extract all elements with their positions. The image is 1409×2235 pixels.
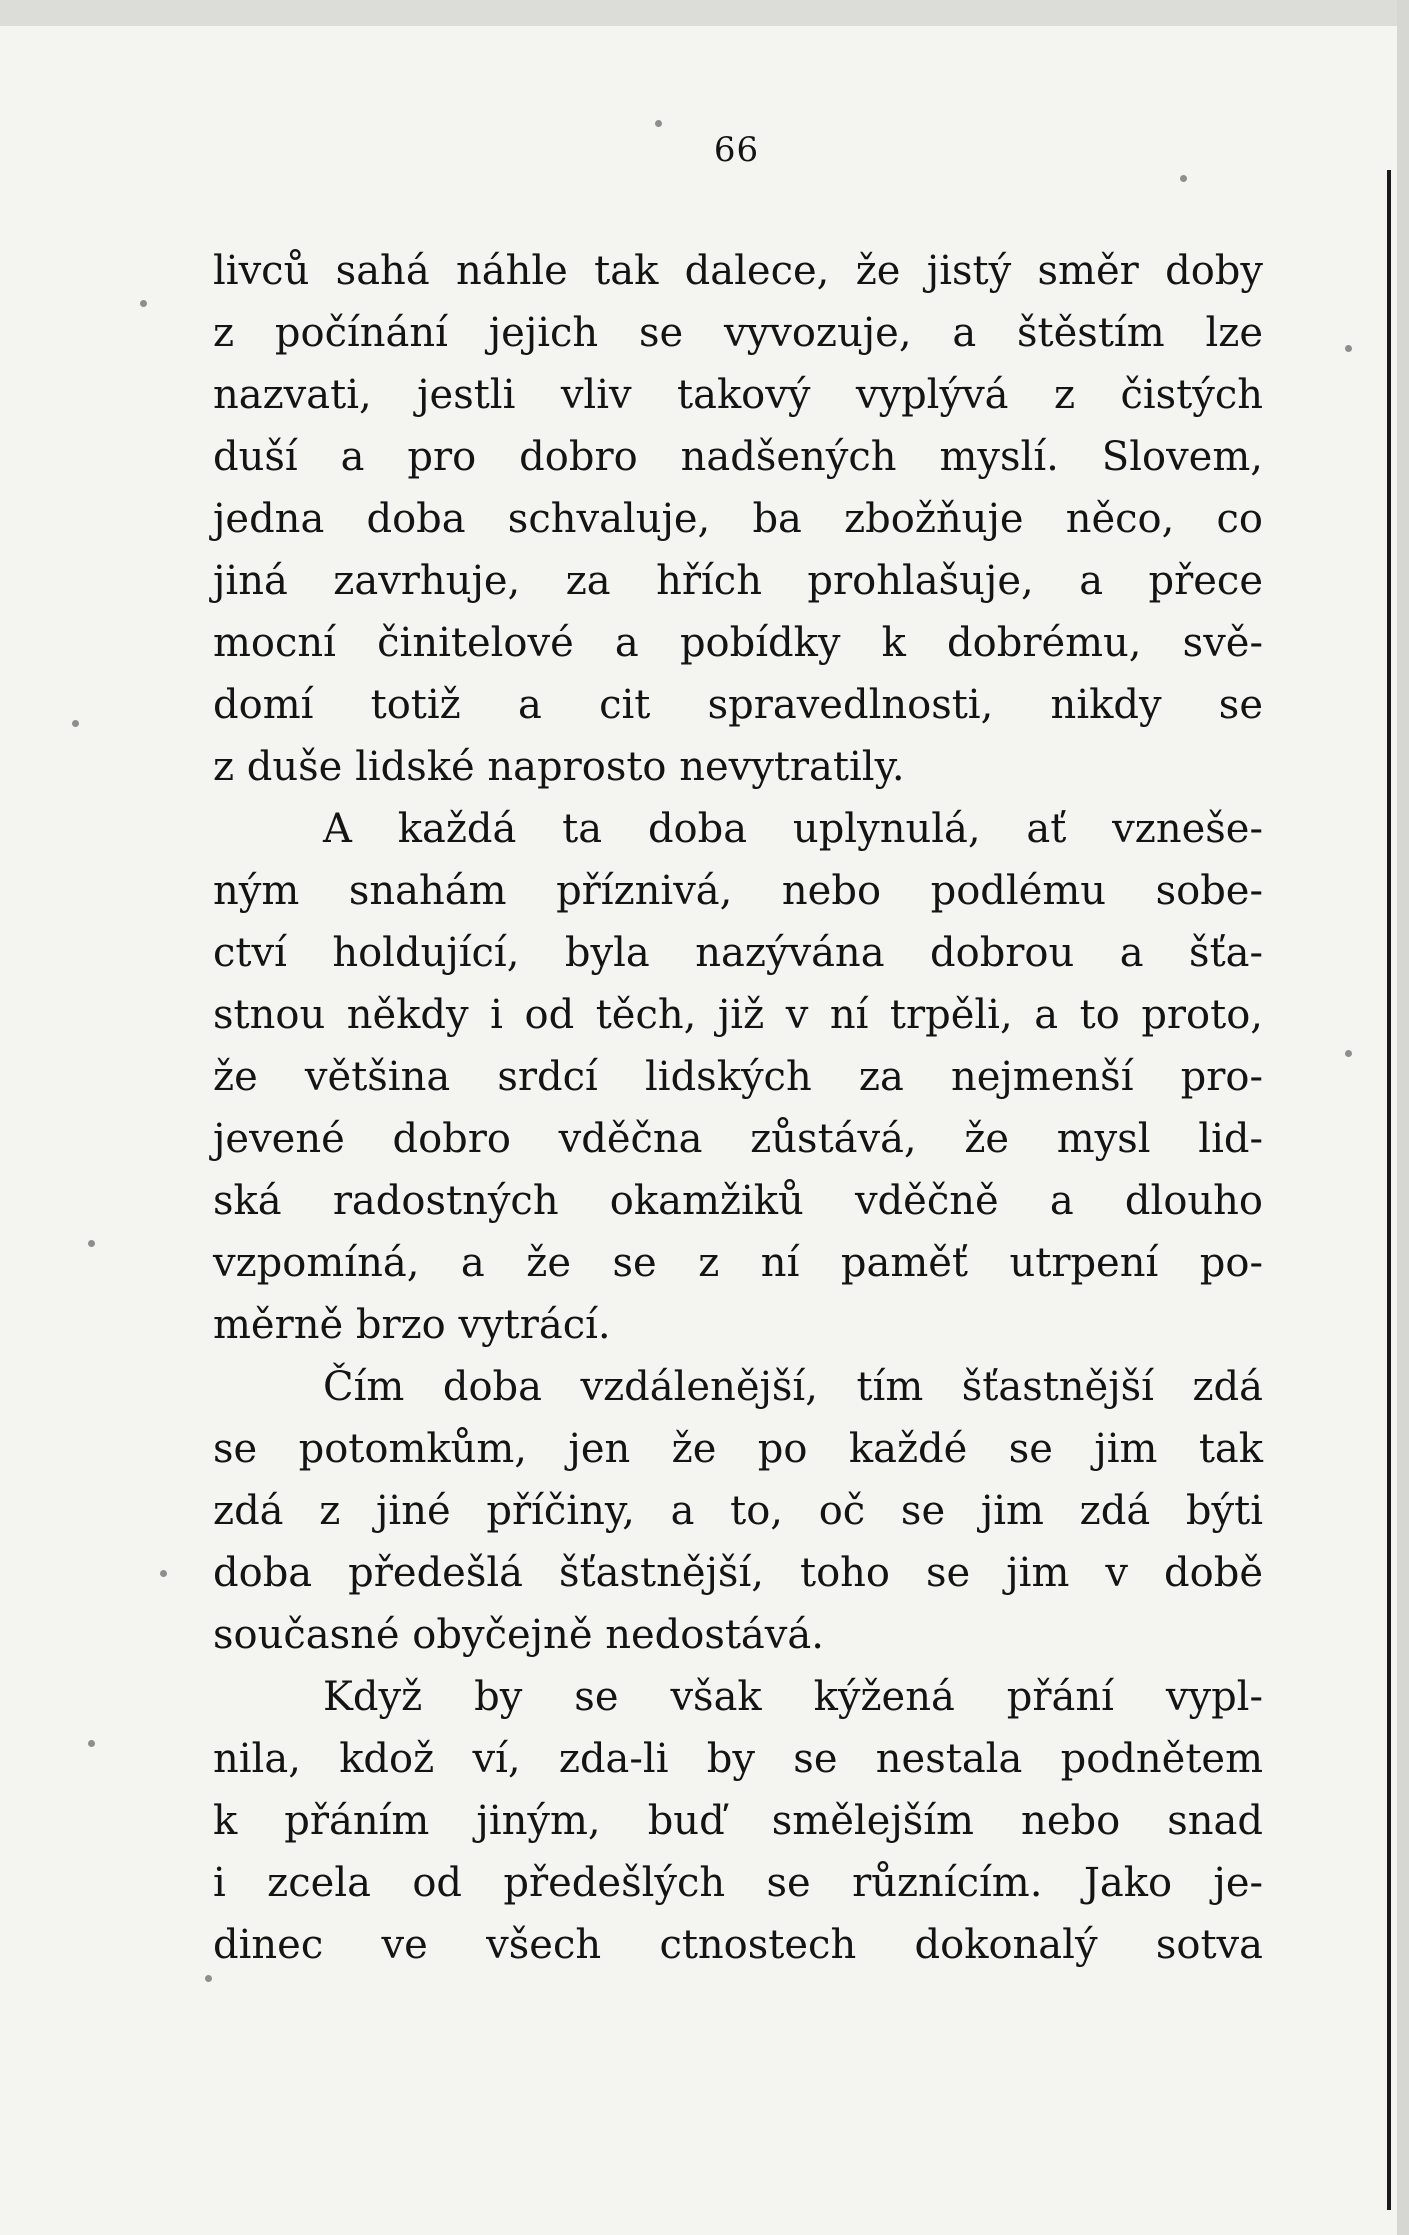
print-speck	[140, 300, 147, 307]
text-line: A každá ta doba uplynulá, ať vzneše-	[323, 806, 1263, 852]
print-speck	[160, 1570, 167, 1577]
body-text	[213, 240, 1263, 1976]
text-line: se potomkům, jen že po každé se jim tak	[213, 1426, 1263, 1472]
text-line: Čím doba vzdálenější, tím šťastnější zdá	[323, 1364, 1263, 1410]
text-line: k přáním jiným, buď smělejším nebo snad	[213, 1798, 1263, 1844]
print-speck	[1345, 1050, 1352, 1057]
text-line: domí totiž a cit spravedlnosti, nikdy se	[213, 682, 1263, 728]
text-line: dinec ve všech ctnostech dokonalý sotva	[213, 1922, 1263, 1968]
text-line: nazvati, jestli vliv takový vyplývá z čistých	[213, 372, 1263, 418]
print-speck	[1180, 175, 1187, 182]
text-line: jevené dobro vděčna zůstává, že mysl lid-	[213, 1116, 1263, 1162]
text-line: současné obyčejně nedostává.	[213, 1612, 824, 1658]
print-speck	[88, 1740, 95, 1747]
text-line: ným snahám příznivá, nebo podlému sobe-	[213, 868, 1263, 914]
text-line: i zcela od předešlých se různícím. Jako je-	[213, 1860, 1263, 1906]
print-speck	[72, 720, 79, 727]
page-top-edge	[0, 0, 1409, 26]
print-speck	[205, 1975, 212, 1982]
print-speck	[88, 1240, 95, 1247]
text-line: doba předešlá šťastnější, toho se jim v době	[213, 1550, 1263, 1596]
binding-edge-line	[1387, 170, 1391, 2210]
text-line: nila, kdož ví, zda-li by se nestala podnětem	[213, 1736, 1263, 1782]
text-line: ská radostných okamžiků vděčně a dlouho	[213, 1178, 1263, 1224]
text-line: livců sahá náhle tak dalece, že jistý směr doby	[213, 248, 1263, 294]
text-line: z duše lidské naprosto nevytratily.	[213, 744, 905, 790]
text-line: duší a pro dobro nadšených myslí. Slovem,	[213, 434, 1263, 480]
text-line: vzpomíná, a že se z ní paměť utrpení po-	[213, 1240, 1263, 1286]
text-line: Když by se však kýžená přání vypl-	[323, 1674, 1263, 1720]
text-line: jiná zavrhuje, za hřích prohlašuje, a přece	[213, 558, 1263, 604]
text-line: stnou někdy i od těch, již v ní trpěli, a to proto,	[213, 992, 1263, 1038]
text-line: mocní činitelové a pobídky k dobrému, svě-	[213, 620, 1263, 666]
text-line: zdá z jiné příčiny, a to, oč se jim zdá býti	[213, 1488, 1263, 1534]
text-line: že většina srdcí lidských za nejmenší pro-	[213, 1054, 1263, 1100]
print-speck	[655, 120, 662, 127]
page-right-margin	[1397, 0, 1409, 2235]
page-number: 66	[713, 130, 760, 170]
text-line: měrně brzo vytrácí.	[213, 1302, 611, 1348]
text-line: ctví holdující, byla nazývána dobrou a šťa-	[213, 930, 1263, 976]
print-speck	[1345, 345, 1352, 352]
text-line: jedna doba schvaluje, ba zbožňuje něco, co	[213, 496, 1263, 542]
text-line: z počínání jejich se vyvozuje, a štěstím lze	[213, 310, 1263, 356]
